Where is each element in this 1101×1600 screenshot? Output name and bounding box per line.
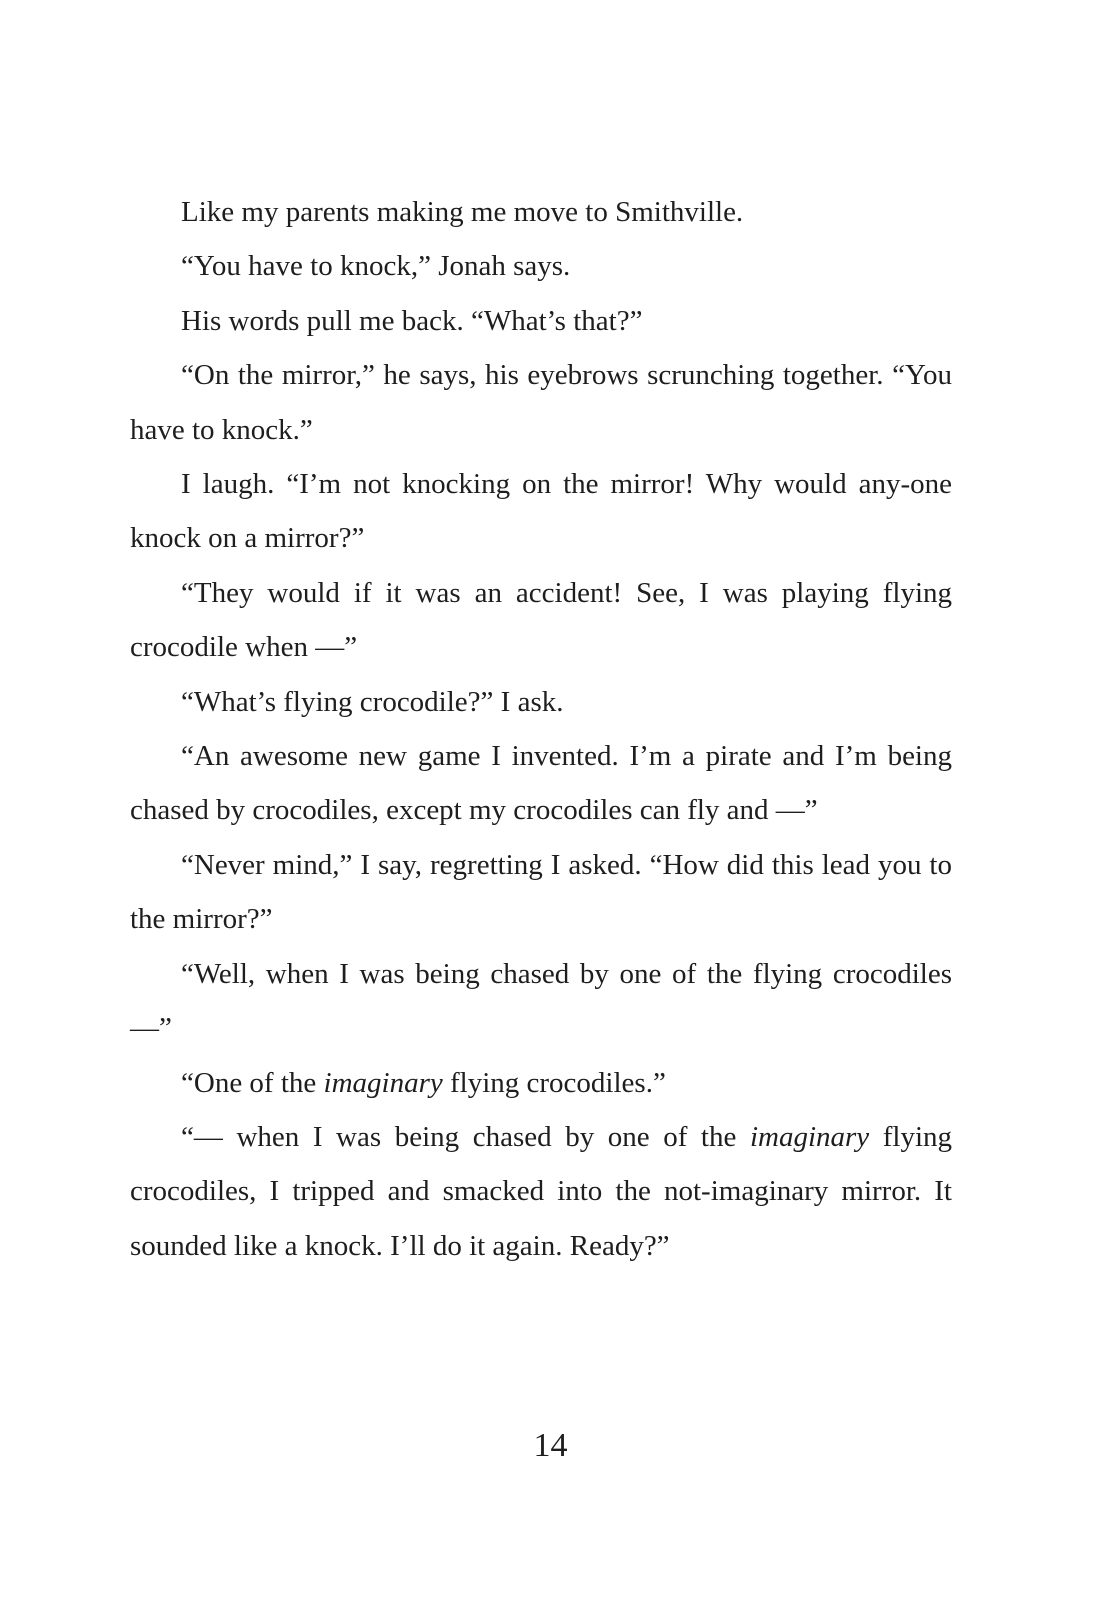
paragraph: His words pull me back. “What’s that?” <box>181 304 643 337</box>
paragraph: “An awesome new game I invented. I’m a pirate and I’m being chased by crocodiles, except my crocodiles can fly and —” <box>130 740 952 827</box>
paragraph: “Never mind,” I say, regretting I asked. “How did this lead you to the mirror?” <box>130 848 952 936</box>
paragraph: “They would if it was an accident! See, I was playing flying crocodile when —” <box>130 576 952 664</box>
paragraph: I laugh. “I’m not knocking on the mirror! Why would any-one knock on a mirror?” <box>130 468 952 555</box>
page-number: 14 <box>533 1427 568 1464</box>
body-text <box>130 185 952 1273</box>
paragraph: Like my parents making me move to Smithville. <box>181 196 744 228</box>
paragraph: “On the mirror,” he says, his eyebrows scrunching together. “You have to knock.” <box>130 359 952 446</box>
paragraph: “What’s flying crocodile?” I ask. <box>181 685 564 718</box>
emphasis: imaginary <box>749 1120 870 1153</box>
paragraph: “Well, when I was being chased by one of the flying crocodiles —” <box>130 957 952 1045</box>
paragraph: “One of the imaginary flying crocodiles.” <box>181 1066 666 1099</box>
paragraph: “— when I was being chased by one of the imaginary flying crocodiles, I tripped and smacked into the not-imaginary mirror. It sounded like a knock. I’ll do it again. Ready?” <box>130 1120 952 1262</box>
paragraph: “You have to knock,” Jonah says. <box>181 250 571 283</box>
emphasis: imaginary <box>323 1066 443 1099</box>
